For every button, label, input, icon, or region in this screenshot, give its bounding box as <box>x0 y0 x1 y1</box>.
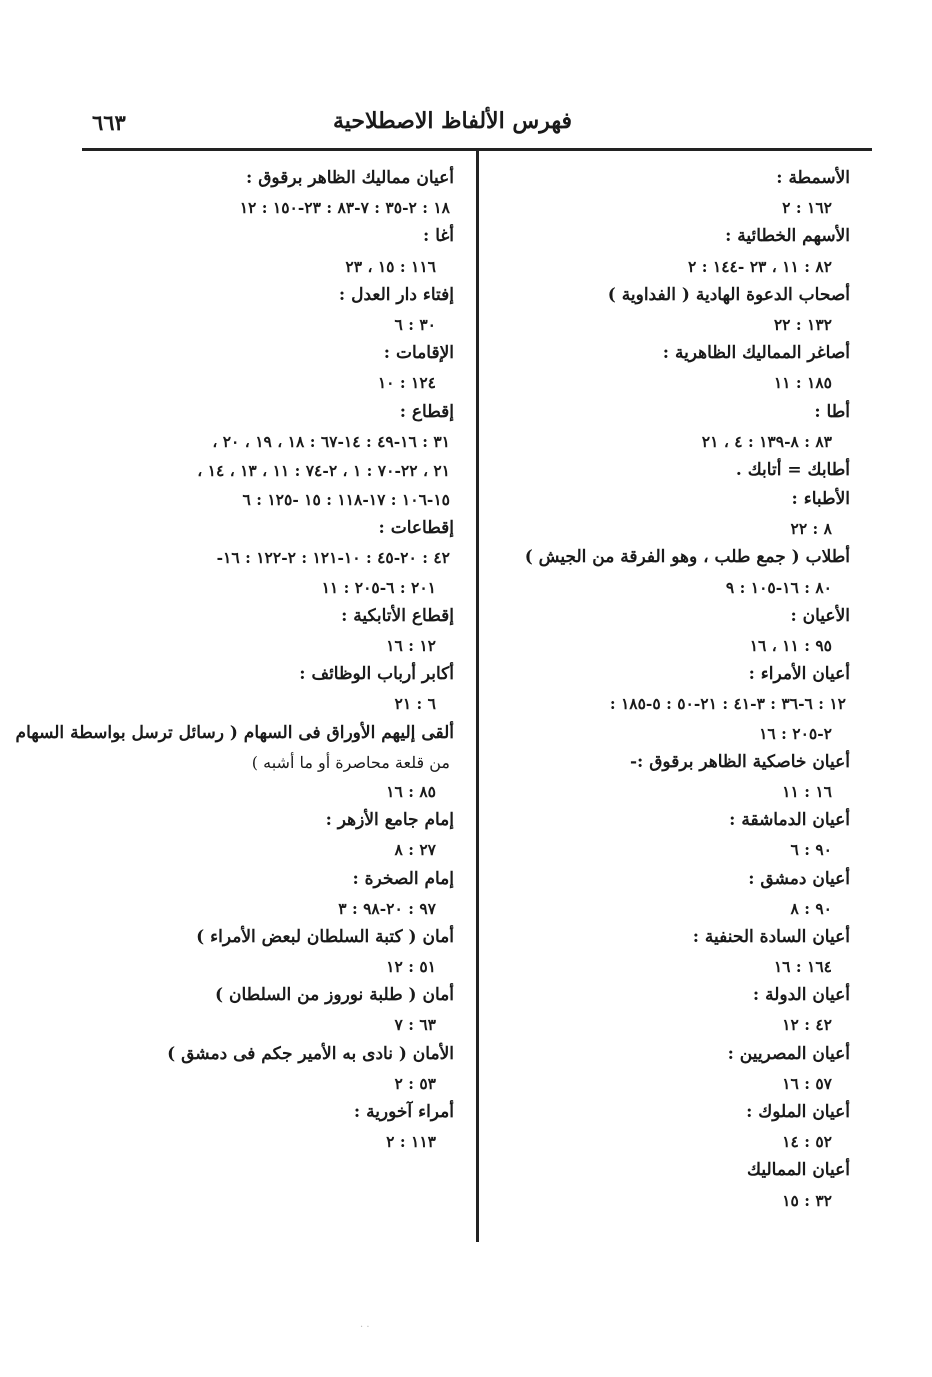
index-term: أمان ( كتبة السلطان لبعض الأمراء ) <box>196 926 454 947</box>
page-reference: ٥٢ : ١٤ <box>782 1132 832 1152</box>
page-reference: ٤٢ : ١٢ <box>782 1015 832 1035</box>
index-term: أكابر أرباب الوظائف : <box>299 664 454 685</box>
index-term: أعيان المماليك <box>747 1160 850 1181</box>
page-reference: ١١٣ : ٢ <box>386 1132 436 1152</box>
page-reference: ٢٠١ : ٦-٢٠٥ : ١١ <box>321 577 436 597</box>
index-term: إقطاع : <box>399 401 454 422</box>
index-term: إفتاء دار العدل : <box>338 284 454 305</box>
index-term-continuation: من قلعة محاصرة أو ما أشبه ) <box>251 752 450 772</box>
page-reference: ٥٧ : ١٦ <box>782 1073 832 1093</box>
index-column-left <box>15 164 454 1156</box>
index-term: أعيان الملوك : <box>746 1102 850 1122</box>
index-term: أطابك = أتابك . <box>735 459 850 480</box>
page-reference: ١٨ : ٢-٣٥ : ٧-٨٣ : ٢٣-١٥٠ : ١٢ <box>239 198 450 218</box>
page-reference: ٨ : ٢٢ <box>790 519 832 539</box>
page-reference: ٨٢ : ١١ ، ٢٣ -١٤٤ : ٢ <box>688 256 832 276</box>
page-reference: ٦٣ : ٧ <box>394 1015 436 1035</box>
index-term: أعيان السادة الحنفية : <box>692 926 850 947</box>
page-reference: ٣٢ : ١٥ <box>782 1190 832 1210</box>
page-reference: ٣١ : ١٦-٤٩ : ١٤-٦٧ : ١٨ ، ١٩ ، ٢٠ ، <box>212 431 450 451</box>
page-reference: ٢٧ : ٨ <box>394 840 436 860</box>
page-title: فهرس الألفاظ الاصطلاحية <box>332 108 572 134</box>
index-term: الأمان ( نادى به الأمير جكم فى دمشق ) <box>167 1043 454 1064</box>
index-term: أطا : <box>814 401 850 422</box>
page-reference: ٩٧ : ٢٠-٩٨ : ٣ <box>338 898 436 918</box>
index-term: ألقى إليهم الأوراق فى السهام ( رسائل ترسل بواسطة السهام <box>15 722 454 743</box>
index-term: إقطاع الأتابكية : <box>341 605 454 626</box>
page-reference: ٢١ ، ٢٢-٧٠ : ١ ، ٢-٧٤ : ١١ ، ١٣ ، ١٤ ، <box>197 460 450 480</box>
page-reference: ١٢٤ : ١٠ <box>377 373 436 393</box>
page-reference: ١٣٢ : ٢٢ <box>773 314 832 334</box>
index-term: أطلاب ( جمع طلب ، وهو الفرقة من الجيش ) <box>524 547 850 568</box>
index-term: الأسهم الخطائية : <box>725 226 850 247</box>
page-reference: ١٦٤ : ١٦ <box>773 957 832 977</box>
index-term: أعيان الدولة : <box>752 985 850 1006</box>
index-term: أغا : <box>423 226 454 247</box>
page-reference: ١٦ : ١١ <box>782 781 832 801</box>
index-term: أمراء آخورية : <box>353 1102 454 1122</box>
index-term: أعيان الأمراء : <box>748 664 850 685</box>
page-reference: ١٢ : ٦-٣٦ : ٣-٤١ : ٢١-٥٠ : ٥-١٨٥ : <box>609 694 846 714</box>
page-reference: ٨٣ : ٨-١٣٩ : ٤ ، ٢١ <box>701 431 832 451</box>
page-reference: ٢-٢٠٥ : ١٦ <box>759 723 832 743</box>
index-term: الأعيان : <box>790 605 850 626</box>
page-reference: ٦ : ٢١ <box>394 694 436 714</box>
page-reference: ١١٦ : ١٥ ، ٢٣ <box>345 256 436 276</box>
page-reference: ١٥-١٠٦ : ١٧-١١٨ : ١٥ -١٢٥ : ٦ <box>242 490 450 510</box>
index-term: أعيان الدماشقة : <box>729 810 850 831</box>
page-reference: ١٨٥ : ١١ <box>773 373 832 393</box>
index-term: إمام الصخرة : <box>352 868 454 889</box>
page-reference: ٨٠ : ١٦-١٠٥ : ٩ <box>725 577 832 597</box>
index-term: الأطباء : <box>791 489 850 510</box>
index-term: الأسمطة : <box>776 168 850 188</box>
index-term: أعيان خاصكية الظاهر برقوق :- <box>629 751 850 772</box>
index-term: أعيان دمشق : <box>748 868 850 889</box>
index-term: أصحاب الدعوة الهادية ( الفداوية ) <box>607 284 850 305</box>
index-term: أعيان المصريين : <box>727 1043 850 1064</box>
index-column-right <box>470 164 850 1215</box>
page-number: ٦٦٣ <box>92 110 126 135</box>
page-reference: ٩٠ : ٨ <box>790 898 832 918</box>
index-term: أعيان مماليك الظاهر برقوق : <box>246 168 454 188</box>
page-reference: ١٢ : ١٦ <box>386 636 436 655</box>
page-reference: ٥٣ : ٢ <box>394 1073 436 1093</box>
page-reference: ٩٥ : ١١ ، ١٦ <box>749 636 832 655</box>
page-reference: ٣٠ : ٦ <box>394 314 436 334</box>
scan-mark: · · <box>360 1322 370 1333</box>
page-header <box>82 108 872 144</box>
index-term: الإقامات : <box>383 343 454 364</box>
page-reference: ٨٥ : ١٦ <box>386 781 436 801</box>
page-reference: ٤٢ : ٢٠-٤٥ : ١٠-١٢١ : ٢-١٢٢ : ١٦- <box>216 548 450 568</box>
page-reference: ٥١ : ١٢ <box>386 957 436 977</box>
index-term: إقطاعات : <box>378 518 454 539</box>
index-term: إمام جامع الأزهر : <box>325 810 454 831</box>
page-reference: ١٦٢ : ٢ <box>782 198 832 218</box>
index-term: أمان ( طلبة نوروز من السلطان ) <box>215 985 454 1006</box>
page-reference: ٩٠ : ٦ <box>790 840 832 860</box>
index-term: أصاغر المماليك الظاهرية : <box>662 343 850 364</box>
